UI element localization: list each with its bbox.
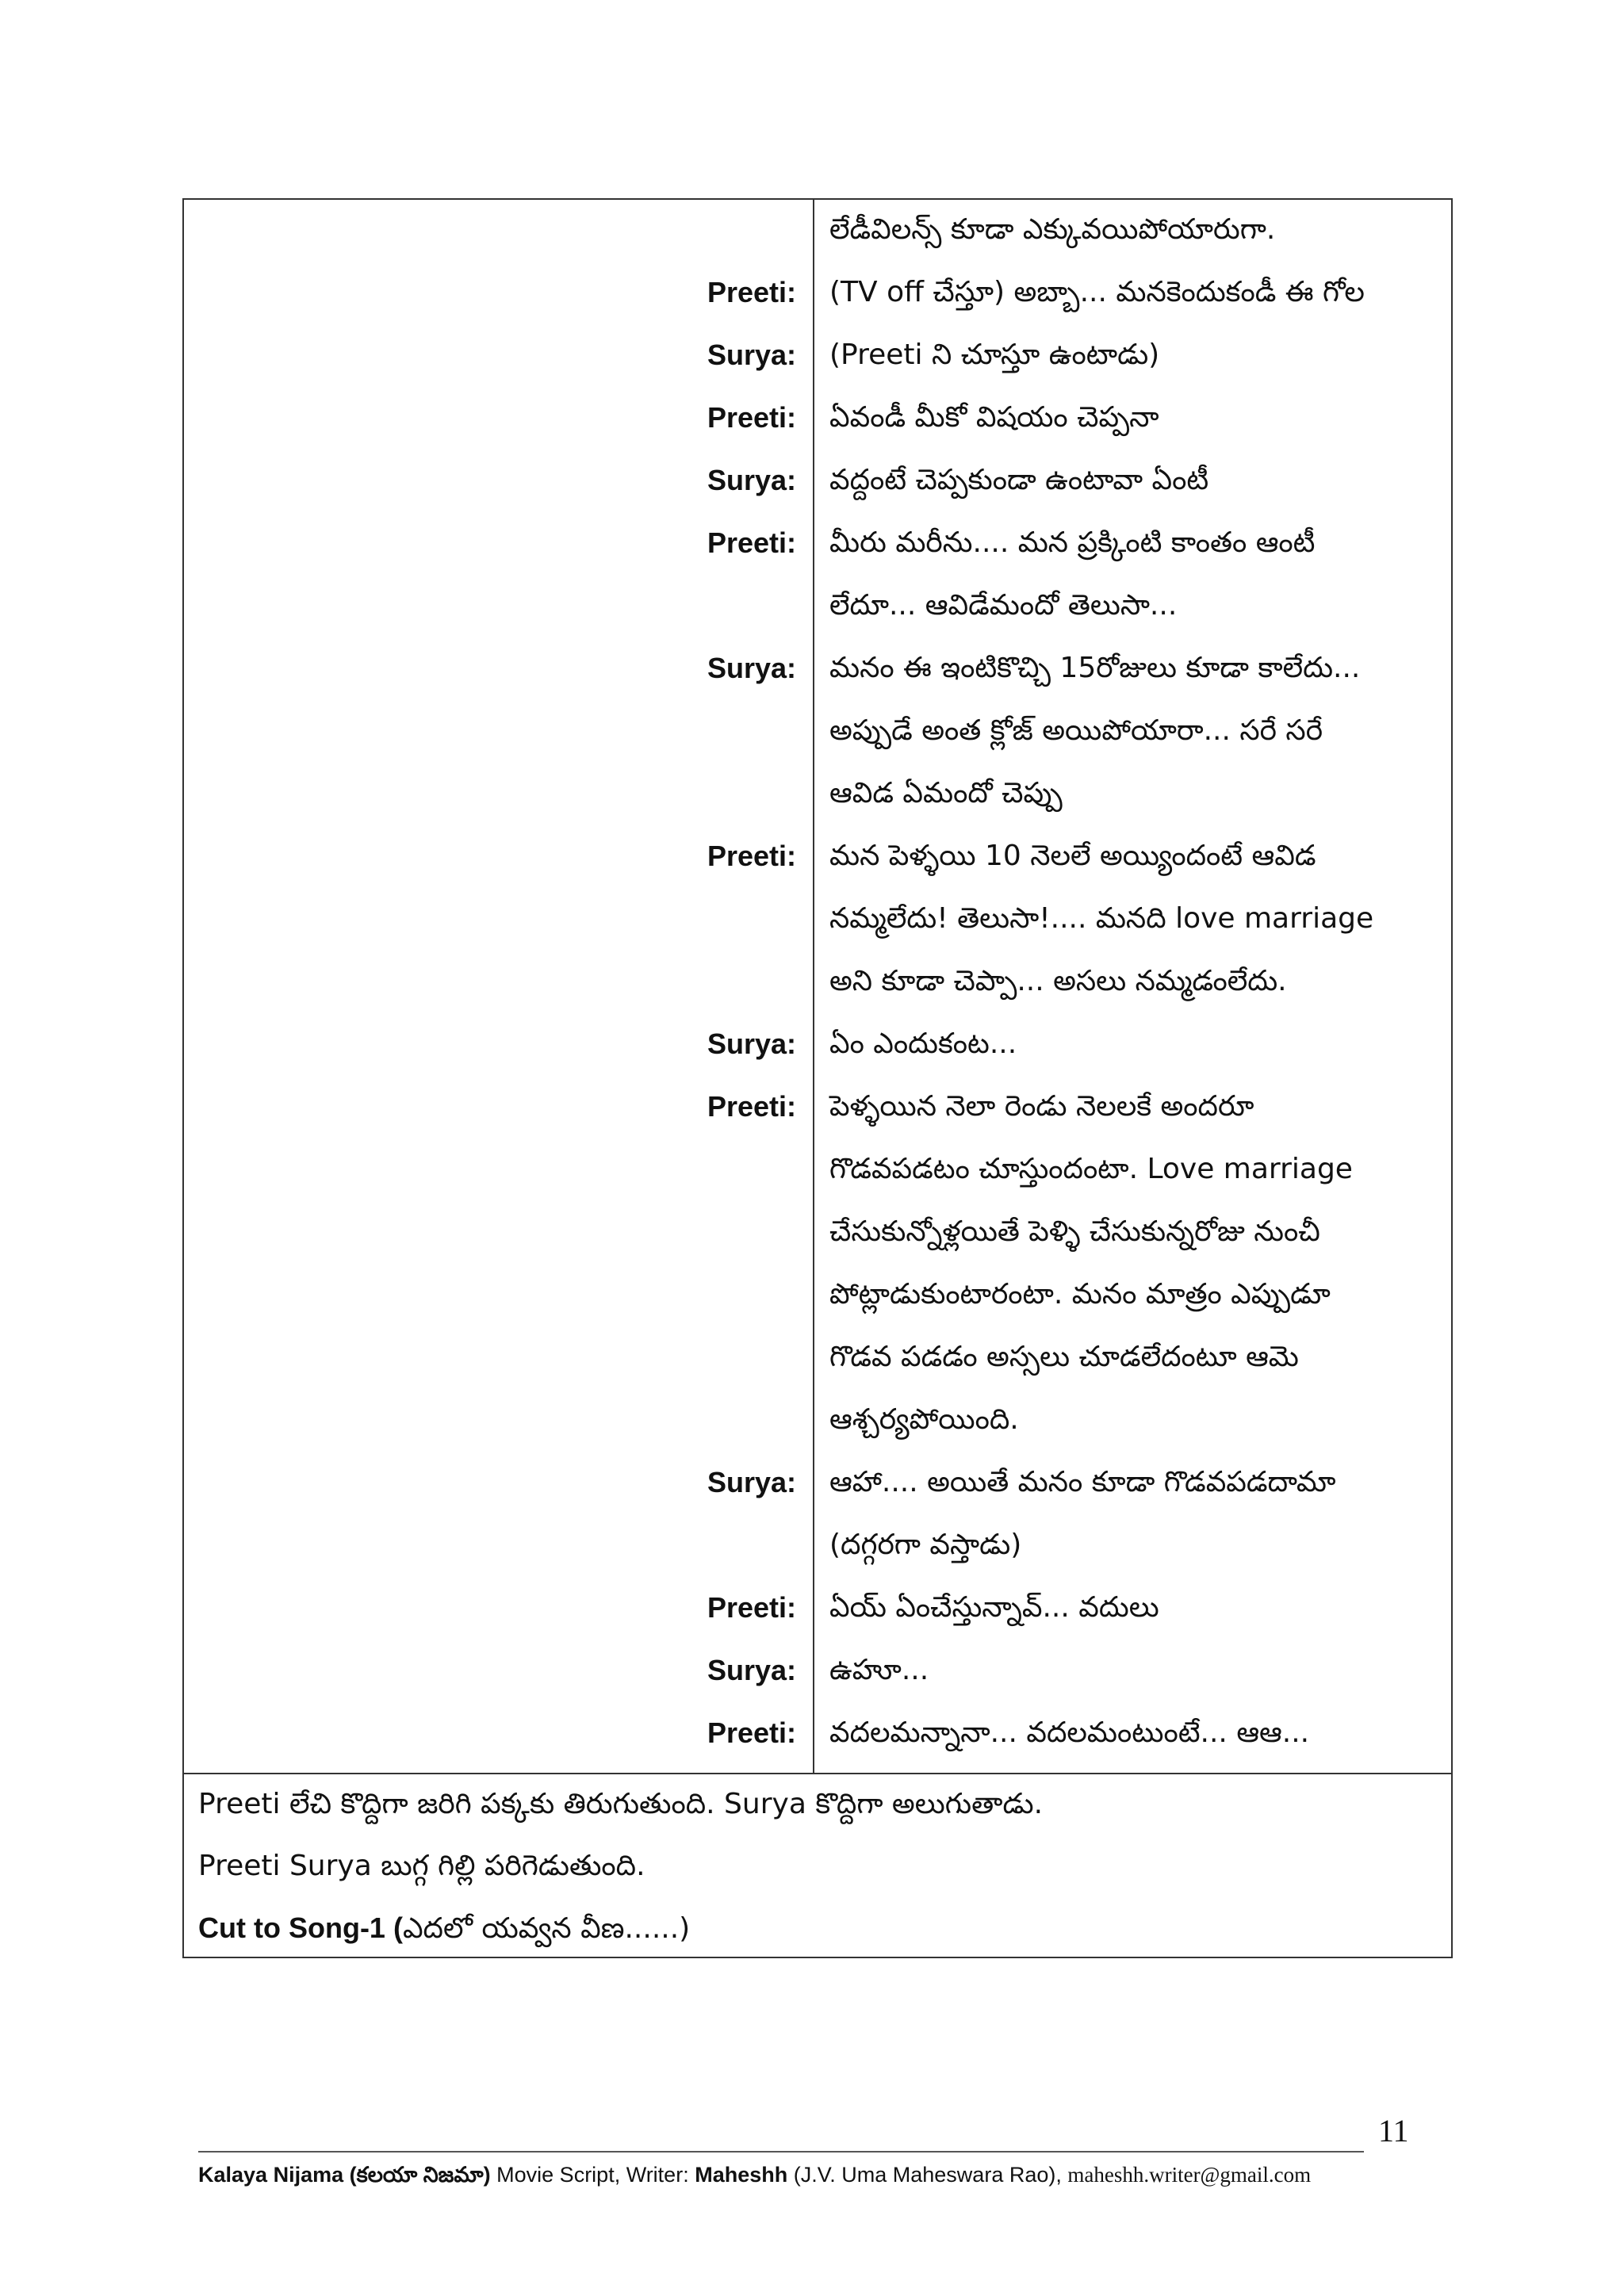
dialogue-text: ఆవిడ ఏమందో చెప్పు [829,777,1063,809]
footer-writer: Maheshh [695,2163,788,2187]
dialogue-text: ఆశ్చర్యపోయింది. [829,1403,1019,1436]
dialogue-line [184,1077,1451,1139]
footer-writer-full: (J.V. Uma Maheswara Rao), [787,2163,1068,2187]
dialogue-line [184,1640,1451,1703]
dialogue-line [184,826,1451,889]
dialogue-line [184,450,1451,513]
dialogue-text: (దగ్గరగా వస్తాడు) [829,1529,1022,1561]
speaker-name: Surya: [707,1027,796,1060]
footer-divider [198,2151,1364,2152]
dialogue-line [184,1578,1451,1640]
dialogue-text: అని కూడా చెప్పా... అసలు నమ్మడంలేదు. [829,965,1287,997]
dialogue-text: నమ్మలేదు! తెలుసా!.... మనది love marriage [829,902,1374,935]
dialogue-line [184,638,1451,701]
dialogue-line [184,388,1451,450]
dialogue-text: (Preeti ని చూస్తూ ఉంటాడు) [829,339,1160,371]
dialogue-text: పోట్లాడుకుంటారంటా. మనం మాత్రం ఎప్పుడూ [829,1278,1331,1311]
dialogue-text: మనం ఈ ఇంటికొచ్చి 15రోజులు కూడా కాలేదు... [829,652,1361,684]
speaker-name: Preeti: [707,1090,796,1123]
dialogue-line [184,1202,1451,1265]
cut-to-song-label: Cut to Song-1 ( [198,1911,403,1944]
footer-title: Kalaya Nijama [198,2163,344,2187]
dialogue-line [184,1452,1451,1515]
dialogue-text: ఏవండీ మీకో విషయం చెప్పనా [829,401,1159,434]
dialogue-text: (TV off చేస్తూ) అబ్బా... మనకెందుకండీ ఈ గోల [829,276,1365,308]
dialogue-text: మీరు మరీను.... మన ప్రక్కింటి కాంతం ఆంటీ [829,526,1316,559]
dialogue-line [184,889,1451,951]
dialogue-text: వదలమన్నానా... వదలమంటుంటే... ఆఆ... [829,1716,1310,1749]
dialogue-text: ఏం ఎందుకంట... [829,1027,1017,1060]
dialogue-line [184,1515,1451,1578]
speaker-name: Preeti: [707,840,796,872]
dialogue-line [184,701,1451,763]
dialogue-line [184,763,1451,826]
footer-email: maheshh.writer@gmail.com [1067,2163,1312,2187]
dialogue-line [184,1265,1451,1327]
speaker-name: Surya: [707,1466,796,1498]
dialogue-text: పెళ్ళయిన నెలా రెండు నెలలకే అందరూ [829,1090,1254,1123]
dialogue-block [184,200,1451,1774]
action-block [184,1774,1451,1958]
dialogue-line [184,1139,1451,1202]
speaker-name: Preeti: [707,401,796,434]
action-line: Preeti Surya బుగ్గ గిల్లి పరిగెడుతుంది. [198,1850,645,1882]
speaker-name: Preeti: [707,526,796,559]
dialogue-line [184,325,1451,388]
dialogue-text: గొడవపడటం చూస్తుందంటా. Love marriage [829,1153,1353,1185]
dialogue-line [184,951,1451,1014]
dialogue-text: గొడవ పడడం అస్సలు చూడలేదంటూ ఆమె [829,1341,1299,1373]
action-line: Preeti లేచి కొద్దిగా జరిగి పక్కకు తిరుగుతుంది. Surya కొద్దిగా అలుగుతాడు. [198,1788,1044,1820]
speaker-name: Surya: [707,464,796,496]
dialogue-text: అప్పుడే అంత క్లోజ్ అయిపోయారా... సరే సరే [829,714,1323,747]
dialogue-line [184,200,1451,262]
dialogue-line [184,1014,1451,1077]
dialogue-text: ఆహా.... అయితే మనం కూడా గొడవపడదామా [829,1466,1336,1498]
dialogue-text: వద్దంటే చెప్పకుండా ఉంటావా ఏంటీ [829,464,1209,496]
dialogue-text: లేడీవిలన్స్ కూడా ఎక్కువయిపోయారుగా. [829,213,1276,246]
script-table [182,198,1453,1958]
dialogue-line [184,576,1451,638]
song-title: ఎదలో యవ్వన వీణ......) [402,1912,691,1945]
dialogue-line [184,513,1451,576]
speaker-name: Surya: [707,339,796,371]
speaker-name: Preeti: [707,1716,796,1749]
speaker-name: Surya: [707,652,796,684]
footer [198,2160,1311,2189]
dialogue-line [184,1703,1451,1766]
cut-to-song [198,1906,690,1951]
speaker-name: Preeti: [707,276,796,308]
page-number: 11 [1378,2113,1409,2149]
dialogue-text: ఉహూ... [829,1654,929,1686]
footer-title-telugu: (కలయా నిజమా) [343,2163,497,2187]
dialogue-text: ఏయ్ ఏంచేస్తున్నావ్... వదులు [829,1591,1159,1624]
footer-label: Movie Script, Writer: [496,2163,695,2187]
dialogue-line [184,1390,1451,1452]
dialogue-text: లేదూ... ఆవిడేమందో తెలుసా... [829,589,1178,622]
speaker-name: Surya: [707,1654,796,1686]
speaker-name: Preeti: [707,1591,796,1624]
dialogue-text: మన పెళ్ళయి 10 నెలలే అయ్యిందంటే ఆవిడ [829,840,1316,872]
dialogue-line [184,1327,1451,1390]
dialogue-line [184,262,1451,325]
dialogue-text: చేసుకున్నోళ్లయితే పెళ్ళి చేసుకున్నరోజు నుంచీ [829,1215,1320,1248]
